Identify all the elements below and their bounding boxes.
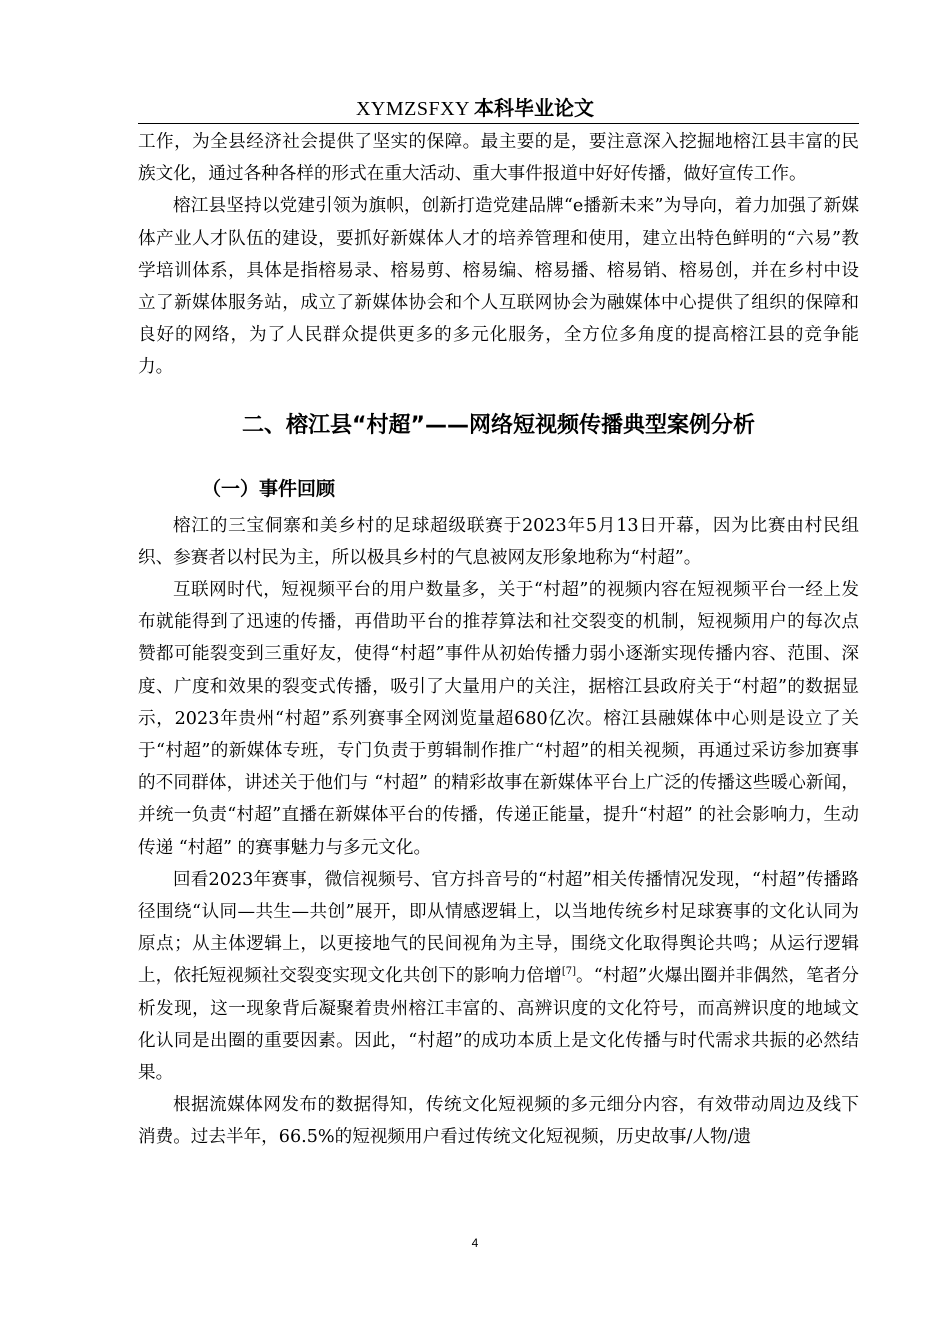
paragraph-5-part-a: 回看2023年赛事，微信视频号、官方抖音号的“村超”相关传播情况发现，“村超”传播路径围绕“认同—共生—共创”展开，即从情感逻辑上，以当地传统乡村足球赛事的文化认同为原点；从主体逻辑上，以更接地气的民间视角为主导，围绕文化取得舆论共鸣；从运行逻辑上，依托短视频社交裂变实现文化共创下的影响力倍增 (138, 869, 859, 987)
page-header (0, 94, 950, 123)
header-title: 本科毕业论文 (474, 96, 595, 120)
header-school-code: XYMZSFXY (355, 98, 471, 120)
paragraph-4: 互联网时代，短视频平台的用户数量多，关于“村超”的视频内容在短视频平台一经上发布就能得到了迅速的传播，再借助平台的推荐算法和社交裂变的机制，短视频用户的每次点赞都可能裂变到三重好友，使得“村超”事件从初始传播力弱小逐渐实现传播内容、范围、深度、广度和效果的裂变式传播，吸引了大量用户的关注，据榕江县政府关于“村超”的数据显示，2023年贵州“村超”系列赛事全网浏览量超680亿次。榕江县融媒体中心则是设立了关于“村超”的新媒体专班，专门负责于剪辑制作推广“村超”的相关视频，再通过采访参加赛事的不同群体，讲述关于他们与 “村超” 的精彩故事在新媒体平台上广泛的传播这些暖心新闻，并统一负责“村超”直播在新媒体平台的传播，传递正能量，提升“村超” 的社会影响力，生动传递 “村超” 的赛事魅力与多元文化。 (138, 580, 859, 858)
paragraph-3: 榕江的三宝侗寨和美乡村的足球超级联赛于2023年5月13日开幕，因为比赛由村民组织、参赛者以村民为主，所以极具乡村的气息被网友形象地称为“村超”。 (138, 515, 859, 568)
paragraph-6: 根据流媒体网发布的数据得知，传统文化短视频的多元细分内容，有效带动周边及线下消费。过去半年，66.5%的短视频用户看过传统文化短视频，历史故事/人物/遗 (138, 1095, 859, 1148)
body-content (138, 126, 859, 1154)
section-heading: 二、榕江县“村超”——网络短视频传播典型案例分析 (242, 412, 755, 438)
paragraph-2: 榕江县坚持以党建引领为旗帜，创新打造党建品牌“e播新未来”为导向，着力加强了新媒体产业人才队伍的建设，要抓好新媒体人才的培养管理和使用，建立出特色鲜明的“六易”教学培训体系，具体是指榕易录、榕易剪、榕易编、榕易播、榕易销、榕易创，并在乡村中设立了新媒体服务站，成立了新媒体协会和个人互联网协会为融媒体中心提供了组织的保障和良好的网络，为了人民群众提供更多的多元化服务，全方位多角度的提高榕江县的竞争能力。 (138, 196, 859, 378)
subsection-heading: （一）事件回顾 (202, 477, 336, 500)
page-number: 4 (471, 1236, 479, 1250)
paragraph-1: 工作，为全县经济社会提供了坚实的保障。最主要的是，要注意深入挖掘地榕江县丰富的民族文化，通过各种各样的形式在重大活动、重大事件报道中好好传播，做好宣传工作。 (138, 132, 859, 185)
paragraph-5-part-b: 。“村超”火爆出圈并非偶然，笔者分析发现，这一现象背后凝聚着贵州榕江丰富的、高辨识度的文化符号，而高辨识度的地域文化认同是出圈的重要因素。因此，“村超”的成功本质上是文化传播与时代需求共振的必然结果。 (138, 966, 859, 1084)
paragraph-5 (138, 864, 859, 1089)
citation-7: [7] (561, 966, 576, 978)
header-rule (138, 123, 859, 124)
